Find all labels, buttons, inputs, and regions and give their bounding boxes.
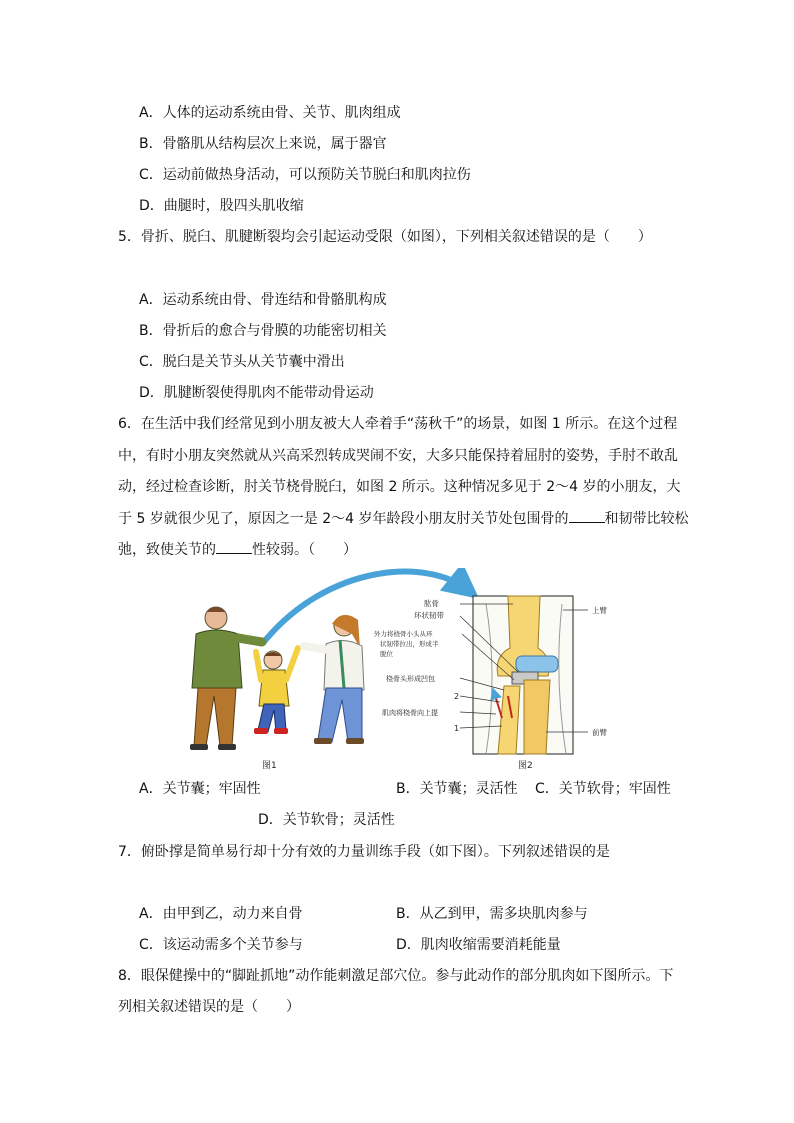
q7-option-a: A．由甲到乙，动力来自骨: [139, 906, 303, 922]
q4-option-c: C．运动前做热身活动，可以预防关节脱臼和肌肉拉伤: [139, 167, 471, 183]
q6-line-5: [118, 539, 357, 560]
q7-option-b: B．从乙到甲，需多块肌肉参与: [396, 906, 588, 922]
q6-option-d: D．关节软骨；灵活性: [258, 812, 395, 828]
label-upper-arm: 上臂: [592, 606, 607, 615]
answer-blank-2: [216, 539, 252, 554]
figure-1-caption: 图1: [262, 761, 277, 771]
q8-line-2: 列相关叙述错误的是（ ）: [118, 999, 300, 1015]
label-pull: 肌肉将桡骨向上提: [382, 709, 438, 717]
q5-option-a: A．运动系统由骨、骨连结和骨骼肌构成: [139, 292, 387, 308]
q5-option-c: C．脱臼是关节头从关节囊中滑出: [139, 354, 345, 370]
label-num-1: 1: [454, 724, 460, 733]
figure-2-caption: 图2: [518, 761, 533, 771]
label-forearm: 前臂: [592, 728, 607, 737]
q5-option-d: D．肌腱断裂使得肌肉不能带动骨运动: [139, 385, 374, 401]
q6-line-1: 6．在生活中我们经常见到小朋友被大人牵着手“荡秋千”的场景，如图 1 所示。在这个过程: [118, 416, 678, 432]
q7-option-d: D．肌肉收缩需要消耗能量: [396, 937, 561, 953]
q6-line-5-end: 性较弱。（ ）: [252, 542, 357, 558]
q7-stem: 7．俯卧撑是简单易行却十分有效的力量训练手段（如下图）。下列叙述错误的是: [118, 844, 610, 860]
label-num-2: 2: [454, 692, 460, 701]
label-note-line-3: 脱位: [380, 650, 393, 658]
label-note-line-1: 外力将桡骨小头从环: [374, 630, 433, 638]
q6-line-4-start: 于 5 岁就很少见了，原因之一是 2～4 岁年龄段小朋友肘关节处包围骨的: [118, 511, 569, 527]
q4-option-b: B．骨骼肌从结构层次上来说，属于器官: [139, 136, 387, 152]
q6-line-4-end: 和韧带比较松: [604, 511, 689, 527]
q4-option-a: A．人体的运动系统由骨、关节、肌肉组成: [139, 105, 401, 121]
figure-2-illustration: [473, 596, 573, 754]
q6-option-c: C．关节软骨；牢固性: [535, 781, 671, 797]
label-note-line-2: 状韧带拉出，形成半: [380, 640, 439, 648]
q6-figure: [168, 568, 628, 773]
q4-option-d: D．曲腿时，股四头肌收缩: [139, 198, 304, 214]
q6-option-a: A．关节囊；牢固性: [139, 781, 261, 797]
answer-blank-1: [569, 508, 605, 523]
label-humerus: 肱骨: [424, 599, 439, 608]
q8-line-1: 8．眼保健操中的“脚趾抓地”动作能刺激足部穴位。参与此动作的部分肌肉如下图所示。下: [118, 968, 674, 984]
label-dent: 桡骨头形成凹包: [386, 675, 435, 683]
label-ligament: 环状韧带: [414, 611, 444, 620]
q6-line-4: [118, 508, 689, 529]
q6-line-3: 动，经过检查诊断，肘关节桡骨脱臼，如图 2 所示。这种情况多见于 2～4 岁的小朋友，大: [118, 479, 681, 495]
q7-option-c: C．该运动需多个关节参与: [139, 937, 303, 953]
q5-option-b: B．骨折后的愈合与骨膜的功能密切相关: [139, 323, 387, 339]
q5-stem: 5．骨折、脱臼、肌腱断裂均会引起运动受限（如图），下列相关叙述错误的是（ ）: [118, 229, 652, 245]
q6-line-5-start: 弛，致使关节的: [118, 542, 216, 558]
q6-line-2: 中，有时小朋友突然就从兴高采烈转成哭闹不安，大多只能保持着屈肘的姿势，手肘不敢乱: [118, 448, 678, 464]
q6-option-b: B．关节囊；灵活性: [396, 781, 518, 797]
